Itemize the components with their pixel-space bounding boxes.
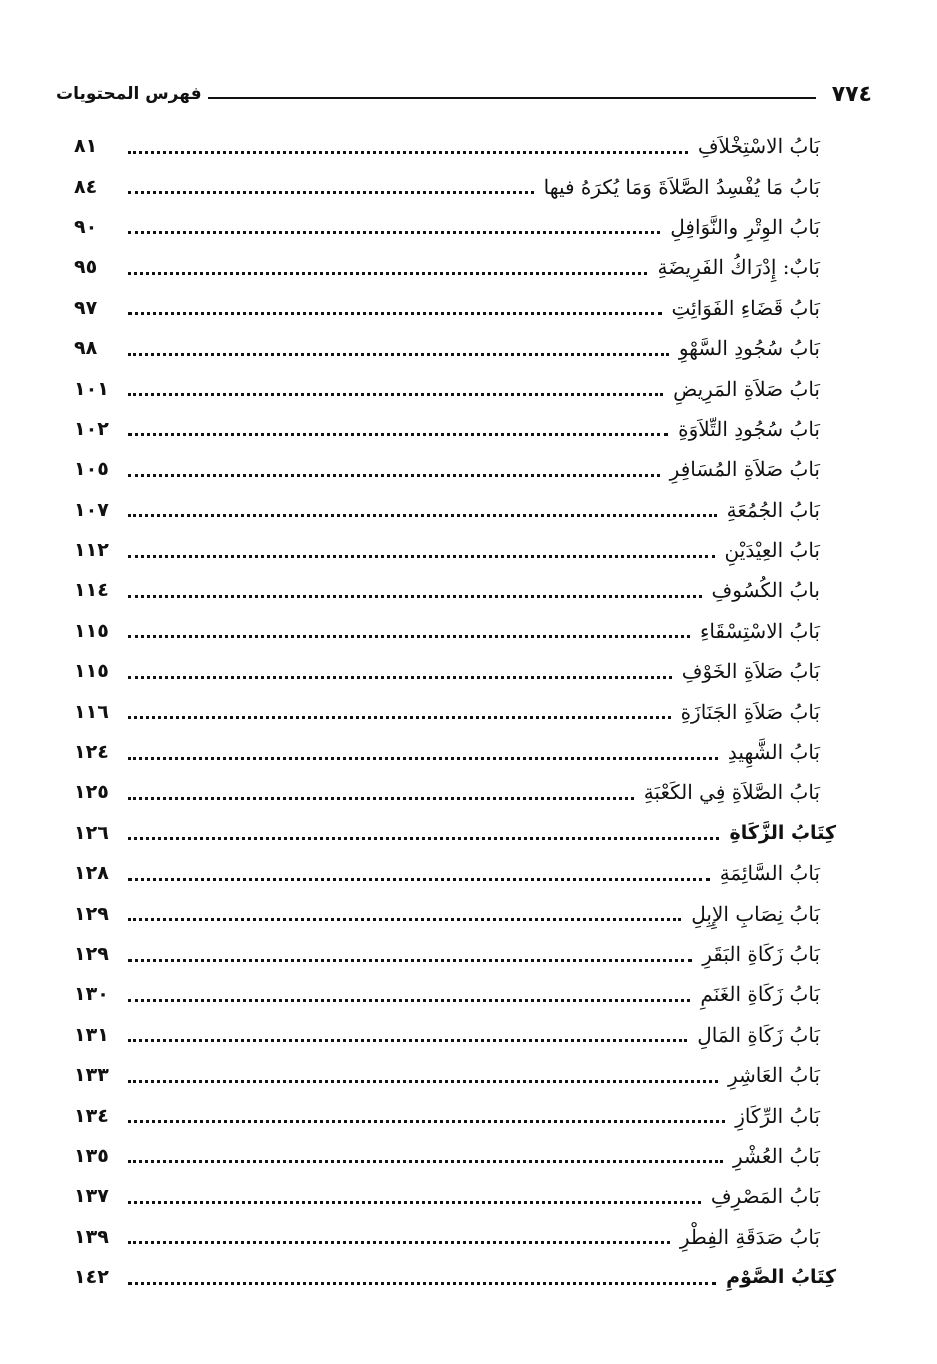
toc-entry-title: بَابُ صَلاَةِ الخَوْفِ	[681, 659, 820, 684]
toc-entry-title: بَابُ صَلاَةِ المَرِيضِ	[673, 376, 820, 401]
toc-entry	[74, 409, 836, 449]
toc-entry	[74, 328, 836, 368]
toc-entry-title: بَابٌ: إِدْرَاكُ الفَرِيضَةِ	[657, 255, 820, 280]
toc-entry-title: بَابُ الجُمُعَةِ	[726, 497, 820, 522]
dot-leader	[128, 555, 715, 558]
toc-entry-page: ١٠٧	[74, 498, 109, 521]
toc-entry-title: بابُ الكُسُوفِ	[711, 578, 820, 603]
dot-leader	[128, 1120, 725, 1123]
toc-book-heading	[74, 1257, 836, 1297]
toc-entry-page: ١٣٧	[74, 1185, 109, 1208]
toc-entry-title: بَابُ زَكَاةِ الغَنَمِ	[700, 982, 820, 1007]
toc-entry	[74, 934, 836, 974]
dot-leader	[128, 1080, 718, 1083]
dot-leader	[128, 999, 690, 1002]
toc-entry-page: ٨٤	[74, 175, 98, 198]
toc-entry-page: ١٢٩	[74, 902, 109, 925]
toc-entry-title: بَابُ الاسْتِخْلاَفِ	[697, 134, 820, 159]
toc-entry-title: بَابُ السَّائِمَةِ	[719, 861, 820, 886]
toc-entry-title: بَابُ الشَّهِيدِ	[727, 740, 820, 765]
dot-leader	[128, 837, 719, 840]
toc-entry-title: بَابُ العَاشِرِ	[727, 1063, 820, 1088]
toc-entry-title: بَابُ سُجُودِ التِّلاَوَةِ	[678, 416, 820, 441]
dot-leader	[128, 231, 660, 234]
toc-entry	[74, 772, 836, 812]
toc-entry-page: ١٣٩	[74, 1225, 109, 1248]
dot-leader	[128, 353, 669, 356]
toc-entry-page: ١١٤	[74, 579, 109, 602]
toc-entry	[74, 207, 836, 247]
toc-entry-page: ١٠١	[74, 377, 109, 400]
toc-entry	[74, 732, 836, 772]
toc-entry-page: ١١٥	[74, 660, 109, 683]
toc-entry-title: بَابُ زَكَاةِ المَالِ	[697, 1022, 820, 1047]
dot-leader	[128, 1039, 687, 1042]
toc-entry-title: بَابُ نِصَابِ الإِبِلِ	[691, 901, 820, 926]
toc-entry	[74, 691, 836, 731]
dot-leader	[128, 716, 671, 719]
toc-entry-title: كِتَابُ الصَّوْمِ	[726, 1266, 836, 1289]
toc-entry	[74, 126, 836, 166]
dot-leader	[128, 1282, 716, 1285]
toc-entry-page: ١١٢	[74, 539, 109, 562]
toc-entry	[74, 651, 836, 691]
toc-entry	[74, 288, 836, 328]
toc-entry-page: ١٣٣	[74, 1064, 109, 1087]
dot-leader	[128, 514, 717, 517]
toc-entry-page: ١٣١	[74, 1023, 109, 1046]
dot-leader	[128, 1241, 670, 1244]
toc-entry-title: كِتَابُ الزَّكَاةِ	[729, 821, 836, 844]
toc-entry-page: ١٢٥	[74, 781, 109, 804]
toc-entry	[74, 893, 836, 933]
toc-entry	[74, 1055, 836, 1095]
toc-entry-page: ١٠٢	[74, 417, 109, 440]
toc-entry-title: بَابُ الاسْتِسْقَاءِ	[699, 618, 820, 643]
toc-entry-title: بَابُ العُشْرِ	[732, 1143, 820, 1168]
running-title: فهرس المحتويات	[56, 84, 202, 104]
dot-leader	[128, 1160, 723, 1163]
toc-entry-title: بَابُ الرِّكَازِ	[735, 1103, 820, 1128]
page-header	[56, 78, 872, 110]
toc-entry	[74, 490, 836, 530]
toc-entry-title: بَابُ الصَّلاَةِ فِي الكَعْبَةِ	[643, 780, 820, 805]
toc-entry	[74, 611, 836, 651]
toc-entry	[74, 530, 836, 570]
dot-leader	[128, 433, 668, 436]
dot-leader	[128, 635, 690, 638]
toc-entry-page: ١٤٢	[74, 1266, 109, 1289]
toc-entry-page: ١٢٦	[74, 821, 109, 844]
toc-entry-page: ١٢٨	[74, 862, 109, 885]
dot-leader	[128, 272, 647, 275]
toc-entry-page: ١١٥	[74, 619, 109, 642]
page-number: ٧٧٤	[831, 81, 872, 107]
dot-leader	[128, 595, 702, 598]
toc-entry	[74, 1176, 836, 1216]
toc-entry-title: بَابُ صَلاَةِ الجَنَازَةِ	[680, 699, 820, 724]
toc-book-heading	[74, 813, 836, 853]
dot-leader	[128, 878, 710, 881]
toc-entry	[74, 853, 836, 893]
dot-leader	[128, 757, 718, 760]
toc-entry-title: بَابُ صَلاَةِ المُسَافِرِ	[669, 457, 820, 482]
dot-leader	[128, 918, 681, 921]
dot-leader	[128, 393, 663, 396]
toc-entry-page: ١٣٤	[74, 1104, 109, 1127]
toc-entry-page: ٩٨	[74, 337, 98, 360]
toc-entry-page: ٩٧	[74, 296, 98, 319]
toc-entry-page: ١٣٥	[74, 1144, 109, 1167]
dot-leader	[128, 151, 688, 154]
toc-entry-page: ١١٦	[74, 700, 109, 723]
toc-entry	[74, 1217, 836, 1257]
dot-leader	[128, 797, 634, 800]
toc-entry-title: بَابُ مَا يُفْسِدُ الصَّلاَةَ وَمَا يُكرَهُ فيها	[543, 174, 820, 199]
table-of-contents	[74, 126, 836, 1297]
toc-entry	[74, 449, 836, 489]
toc-entry-page: ١٠٥	[74, 458, 109, 481]
toc-entry	[74, 1015, 836, 1055]
toc-entry-title: بَابُ سُجُودِ السَّهْوِ	[678, 336, 820, 361]
dot-leader	[128, 1201, 701, 1204]
toc-entry	[74, 1095, 836, 1135]
dot-leader	[128, 191, 534, 194]
toc-entry-page: ٩٥	[74, 256, 98, 279]
toc-entry-page: ٩٠	[74, 215, 98, 238]
dot-leader	[128, 959, 692, 962]
toc-entry-title: بَابُ زَكَاةِ البَقَرِ	[702, 942, 820, 966]
toc-entry	[74, 974, 836, 1014]
dot-leader	[128, 676, 672, 679]
dot-leader	[128, 312, 662, 315]
toc-entry-title: بَابُ الوِتْرِ والنَّوَافِلِ	[670, 214, 820, 239]
toc-entry	[74, 166, 836, 206]
toc-entry	[74, 570, 836, 610]
toc-entry-page: ٨١	[74, 135, 98, 158]
toc-entry	[74, 1136, 836, 1176]
header-rule	[208, 97, 816, 99]
toc-entry-title: بَابُ قَضَاءِ الفَوَائِتِ	[671, 295, 820, 320]
toc-entry	[74, 247, 836, 287]
toc-entry-title: بَابُ المَصْرِفِ	[710, 1184, 820, 1209]
toc-entry-page: ١٣٠	[74, 983, 109, 1006]
dot-leader	[128, 474, 660, 477]
toc-entry-title: بَابُ العِيْدَيْنِ	[724, 538, 820, 563]
toc-entry	[74, 368, 836, 408]
toc-entry-page: ١٢٤	[74, 741, 109, 764]
toc-entry-title: بَابُ صَدَقَةِ الفِطْرِ	[679, 1224, 820, 1249]
toc-entry-page: ١٢٩	[74, 943, 109, 965]
